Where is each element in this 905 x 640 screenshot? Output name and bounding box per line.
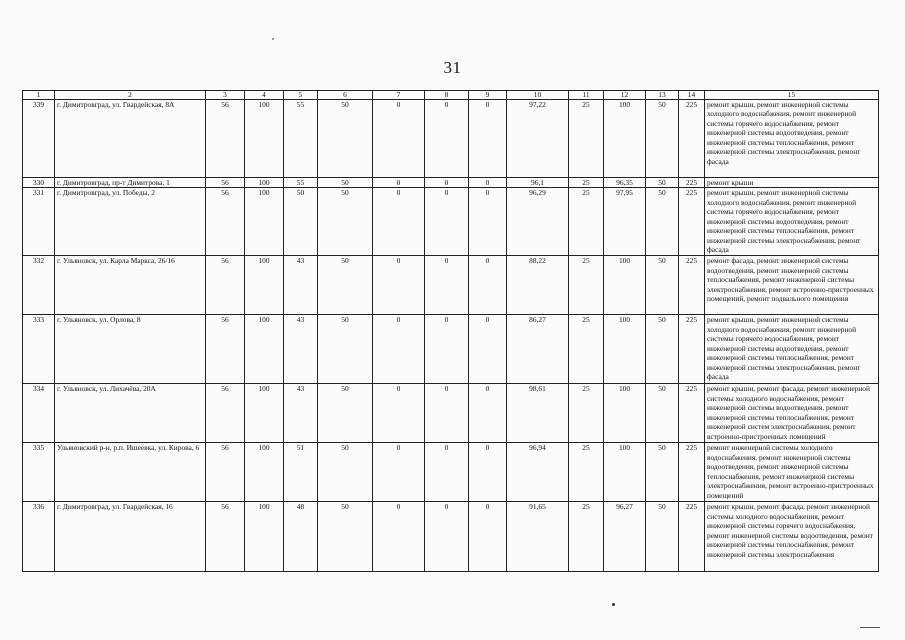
value-cell: 0 xyxy=(373,384,425,443)
value-cell: 50 xyxy=(318,188,373,256)
column-header: 9 xyxy=(469,91,507,100)
row-number-cell: 333 xyxy=(23,315,55,384)
value-cell: 25 xyxy=(569,502,604,572)
value-cell: 0 xyxy=(425,100,469,178)
value-cell: 0 xyxy=(469,188,507,256)
address-cell: г. Ульяновск, ул. Орлова, 8 xyxy=(55,315,206,384)
value-cell: 56 xyxy=(206,100,245,178)
column-header: 12 xyxy=(604,91,646,100)
value-cell: 96,29 xyxy=(507,188,569,256)
value-cell: 56 xyxy=(206,443,245,502)
value-cell: 100 xyxy=(604,384,646,443)
value-cell: 88,22 xyxy=(507,256,569,315)
value-cell: 25 xyxy=(569,443,604,502)
value-cell: 50 xyxy=(646,315,679,384)
table-row xyxy=(23,100,879,178)
column-header: 1 xyxy=(23,91,55,100)
address-cell: г. Ульяновск, ул. Карла Маркса, 26/16 xyxy=(55,256,206,315)
value-cell: 0 xyxy=(469,256,507,315)
row-number-cell: 330 xyxy=(23,178,55,188)
value-cell: 50 xyxy=(284,188,318,256)
work-description-cell: ремонт крыши, ремонт инженерной системы холодного водоснабжения, ремонт инженерной системы горячего водоснабжения, ремонт инженерной системы водоотведения, ремонт инженерной системы теплоснабжения, ремонт инженерной системы электроснабжения, ремонт фасада xyxy=(705,100,879,178)
work-description-cell: ремонт крыши, ремонт инженерной системы холодного водоснабжения, ремонт инженерной системы горячего водоснабжения, ремонт инженерной системы водоотведения, ремонт инженерной системы теплоснабжения, ремонт инженерной системы электроснабжения, ремонт фасада xyxy=(705,188,879,256)
address-cell: г. Димитровград, ул. Гвардейская, 8А xyxy=(55,100,206,178)
column-number-row xyxy=(23,91,879,100)
value-cell: 0 xyxy=(425,178,469,188)
value-cell: 25 xyxy=(569,178,604,188)
address-cell: Ульяновский р-н, р.п. Ишеевка, ул. Кирова, 6 xyxy=(55,443,206,502)
value-cell: 0 xyxy=(425,256,469,315)
value-cell: 0 xyxy=(425,315,469,384)
value-cell: 0 xyxy=(373,256,425,315)
value-cell: 225 xyxy=(679,178,705,188)
value-cell: 50 xyxy=(646,502,679,572)
value-cell: 100 xyxy=(604,100,646,178)
work-description-cell: ремонт крыши, ремонт фасада, ремонт инженерной системы холодного водоснабжения, ремонт инженерной системы водоотведения, ремонт инженерной системы теплоснабжения, ремонт инженерной систем электроснабжения, ремонт встроенно-пристроенных помещений xyxy=(705,384,879,443)
value-cell: 51 xyxy=(284,443,318,502)
column-header: 6 xyxy=(318,91,373,100)
column-header: 13 xyxy=(646,91,679,100)
value-cell: 97,22 xyxy=(507,100,569,178)
value-cell: 225 xyxy=(679,443,705,502)
value-cell: 50 xyxy=(318,256,373,315)
value-cell: 100 xyxy=(604,315,646,384)
value-cell: 50 xyxy=(318,443,373,502)
row-number-cell: 339 xyxy=(23,100,55,178)
work-description-cell: ремонт фасада, ремонт инженерной системы водоотведения, ремонт инженерной системы теплоснабжения, ремонт инженерной системы электроснабжения, ремонт встроенно-пристроенных помещений, ремонт подвального помещения xyxy=(705,256,879,315)
value-cell: 100 xyxy=(245,384,284,443)
value-cell: 43 xyxy=(284,315,318,384)
value-cell: 100 xyxy=(604,443,646,502)
value-cell: 100 xyxy=(245,188,284,256)
value-cell: 100 xyxy=(604,256,646,315)
column-header: 2 xyxy=(55,91,206,100)
value-cell: 86,27 xyxy=(507,315,569,384)
value-cell: 50 xyxy=(318,502,373,572)
value-cell: 50 xyxy=(318,384,373,443)
value-cell: 225 xyxy=(679,188,705,256)
value-cell: 0 xyxy=(425,384,469,443)
value-cell: 50 xyxy=(318,178,373,188)
value-cell: 0 xyxy=(425,188,469,256)
column-header: 7 xyxy=(373,91,425,100)
value-cell: 225 xyxy=(679,256,705,315)
value-cell: 50 xyxy=(318,315,373,384)
value-cell: 100 xyxy=(245,315,284,384)
value-cell: 43 xyxy=(284,256,318,315)
page-number: 31 xyxy=(443,58,462,77)
scan-speck xyxy=(860,627,880,628)
value-cell: 0 xyxy=(373,315,425,384)
value-cell: 0 xyxy=(373,178,425,188)
value-cell: 50 xyxy=(646,100,679,178)
value-cell: 50 xyxy=(646,384,679,443)
value-cell: 0 xyxy=(373,188,425,256)
value-cell: 0 xyxy=(469,502,507,572)
value-cell: 56 xyxy=(206,188,245,256)
value-cell: 56 xyxy=(206,178,245,188)
value-cell: 25 xyxy=(569,315,604,384)
column-header: 14 xyxy=(679,91,705,100)
value-cell: 50 xyxy=(646,443,679,502)
value-cell: 0 xyxy=(469,178,507,188)
work-description-cell: ремонт крыши xyxy=(705,178,879,188)
column-header: 4 xyxy=(245,91,284,100)
row-number-cell: 335 xyxy=(23,443,55,502)
value-cell: 50 xyxy=(646,178,679,188)
value-cell: 56 xyxy=(206,502,245,572)
value-cell: 225 xyxy=(679,502,705,572)
value-cell: 25 xyxy=(569,100,604,178)
column-header: 8 xyxy=(425,91,469,100)
row-number-cell: 336 xyxy=(23,502,55,572)
value-cell: 225 xyxy=(679,384,705,443)
value-cell: 43 xyxy=(284,384,318,443)
column-header: 11 xyxy=(569,91,604,100)
value-cell: 0 xyxy=(469,315,507,384)
row-number-cell: 332 xyxy=(23,256,55,315)
value-cell: 97,95 xyxy=(604,188,646,256)
value-cell: 55 xyxy=(284,100,318,178)
value-cell: 25 xyxy=(569,384,604,443)
value-cell: 91,65 xyxy=(507,502,569,572)
value-cell: 0 xyxy=(425,443,469,502)
value-cell: 96,94 xyxy=(507,443,569,502)
value-cell: 225 xyxy=(679,100,705,178)
table-row xyxy=(23,188,879,256)
value-cell: 96,1 xyxy=(507,178,569,188)
value-cell: 100 xyxy=(245,256,284,315)
value-cell: 0 xyxy=(425,502,469,572)
value-cell: 100 xyxy=(245,443,284,502)
table-row xyxy=(23,384,879,443)
address-cell: г. Димитровград, ул. Победы, 2 xyxy=(55,188,206,256)
value-cell: 100 xyxy=(245,502,284,572)
value-cell: 50 xyxy=(318,100,373,178)
table-row xyxy=(23,315,879,384)
value-cell: 100 xyxy=(245,178,284,188)
column-header: 15 xyxy=(705,91,879,100)
table-row xyxy=(23,443,879,502)
table-row xyxy=(23,256,879,315)
value-cell: 56 xyxy=(206,315,245,384)
work-description-cell: ремонт крыши, ремонт инженерной системы холодного водоснабжения, ремонт инженерной системы горячего водоснабжения, ремонт инженерной системы водоотведения, ремонт инженерной системы теплоснабжения, ремонт инженерной системы электроснабжения, ремонт фасада xyxy=(705,315,879,384)
value-cell: 0 xyxy=(469,384,507,443)
value-cell: 98,61 xyxy=(507,384,569,443)
column-header: 10 xyxy=(507,91,569,100)
value-cell: 55 xyxy=(284,178,318,188)
value-cell: 100 xyxy=(245,100,284,178)
value-cell: 0 xyxy=(373,502,425,572)
scan-speck xyxy=(272,38,274,40)
value-cell: 225 xyxy=(679,315,705,384)
value-cell: 25 xyxy=(569,188,604,256)
address-cell: г. Ульяновск, ул. Лихачёва, 20А xyxy=(55,384,206,443)
value-cell: 25 xyxy=(569,256,604,315)
value-cell: 0 xyxy=(469,100,507,178)
value-cell: 56 xyxy=(206,384,245,443)
scan-speck xyxy=(612,603,615,606)
value-cell: 0 xyxy=(373,443,425,502)
address-cell: г. Димитровград, пр-т Димитрова, 1 xyxy=(55,178,206,188)
table-row xyxy=(23,178,879,188)
value-cell: 50 xyxy=(646,188,679,256)
value-cell: 56 xyxy=(206,256,245,315)
column-header: 3 xyxy=(206,91,245,100)
value-cell: 0 xyxy=(373,100,425,178)
value-cell: 48 xyxy=(284,502,318,572)
table-row xyxy=(23,502,879,572)
repair-register-table xyxy=(22,90,879,572)
value-cell: 50 xyxy=(646,256,679,315)
value-cell: 96,35 xyxy=(604,178,646,188)
work-description-cell: ремонт крыши, ремонт фасада, ремонт инженерной системы холодного водоснабжения, ремонт инженерной системы горячего водоснабжения, ремонт инженерной системы водоотведения, ремонт инженерной системы теплоснабжения, ремонт инженерной системы электроснабжения xyxy=(705,502,879,572)
column-header: 5 xyxy=(284,91,318,100)
value-cell: 96,27 xyxy=(604,502,646,572)
row-number-cell: 334 xyxy=(23,384,55,443)
address-cell: г. Димитровград, ул. Гвардейская, 16 xyxy=(55,502,206,572)
row-number-cell: 331 xyxy=(23,188,55,256)
value-cell: 0 xyxy=(469,443,507,502)
work-description-cell: ремонт инженерной системы холодного водоснабжения, ремонт инженерной системы водоотведения, ремонт инженерной системы теплоснабжения, ремонт инженерной системы электроснабжения, ремонт встроенно-пристроенных помещений xyxy=(705,443,879,502)
